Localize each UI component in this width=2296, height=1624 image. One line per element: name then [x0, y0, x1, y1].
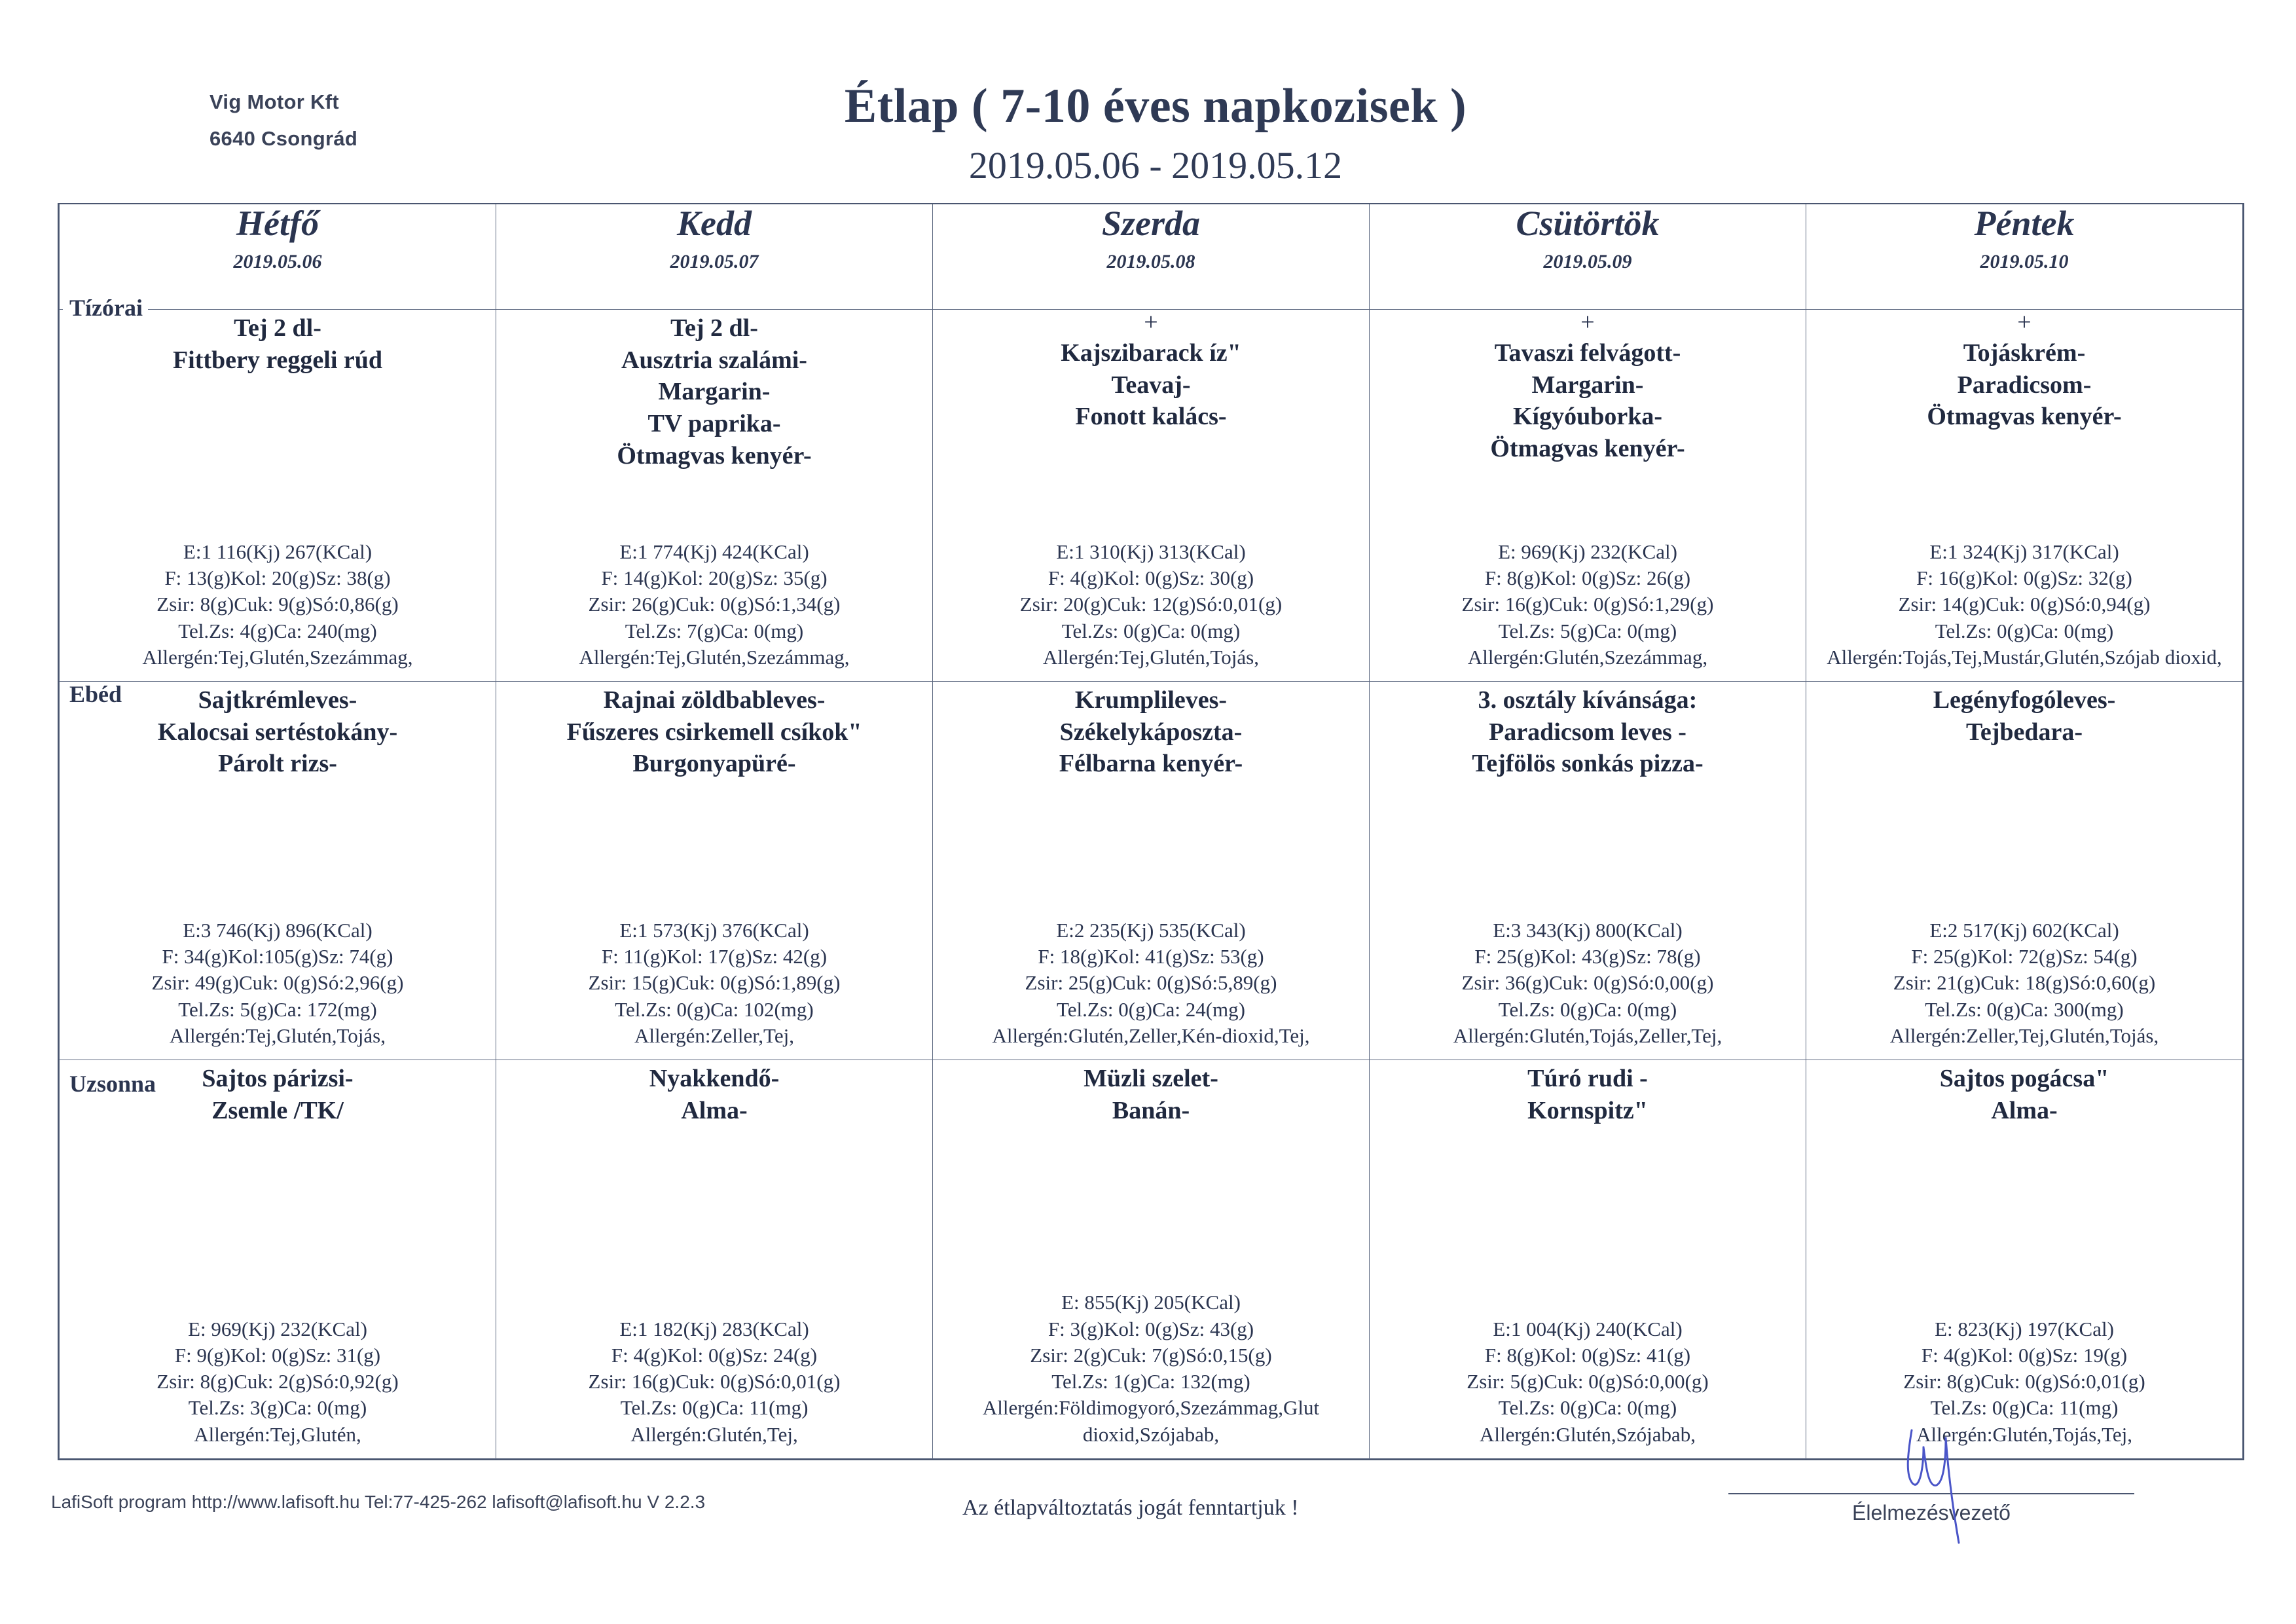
nutrition-line3: Zsir: 8(g)Cuk: 2(g)Só:0,92(g)	[156, 1370, 399, 1393]
dish-list: Tej 2 dl- Fittbery reggeli rúd	[172, 314, 383, 374]
nutrition-energy: E: 823(Kj) 197(KCal)	[1935, 1317, 2114, 1340]
nutrition-block	[1376, 539, 1799, 671]
nutrition-energy: E:3 343(Kj) 800(KCal)	[1493, 918, 1683, 942]
dish-list: Müzli szelet- Banán-	[1084, 1065, 1218, 1124]
menu-table	[59, 204, 2243, 1459]
table-body	[60, 310, 2243, 1459]
nutrition-block	[939, 917, 1362, 1049]
nutrition-energy: E:3 746(Kj) 896(KCal)	[183, 918, 373, 942]
day-header-friday	[1806, 204, 2243, 310]
plus-marker: +	[1144, 308, 1158, 336]
cell-ebed-thursday	[1370, 682, 1806, 1060]
nutrition-line2: F: 18(g)Kol: 41(g)Sz: 53(g)	[1038, 945, 1264, 969]
nutrition-line4: Tel.Zs: 0(g)Ca: 0(mg)	[1061, 619, 1241, 642]
day-date: 2019.05.08	[1106, 251, 1195, 273]
nutrition-energy: E:1 004(Kj) 240(KCal)	[1493, 1317, 1683, 1340]
nutrition-block	[1813, 1316, 2236, 1448]
nutrition-block	[503, 1316, 926, 1448]
nutrition-block	[1376, 1316, 1799, 1448]
cell-uzsonna-tuesday	[496, 1060, 933, 1459]
allergen-list: Allergén:Földimogyoró,Szezámmag,Glut dioxid,Szójabab,	[982, 1396, 1320, 1446]
cell-ebed-friday	[1806, 682, 2243, 1060]
nutrition-block	[66, 917, 489, 1049]
cell-tizorai-friday	[1806, 310, 2243, 682]
section-label-uzsonna: Uzsonna	[63, 1072, 161, 1096]
nutrition-block	[1813, 917, 2236, 1049]
signature-caption: Élelmezésvezető	[1852, 1501, 2011, 1524]
allergen-list: Allergén:Tojás,Tej,Mustár,Glutén,Szójab dioxid,	[1827, 645, 2222, 669]
nutrition-energy: E:1 310(Kj) 313(KCal)	[1056, 540, 1246, 563]
nutrition-energy: E:1 774(Kj) 424(KCal)	[619, 540, 809, 563]
cell-tizorai-thursday	[1370, 310, 1806, 682]
cell-uzsonna-thursday	[1370, 1060, 1806, 1459]
plus-marker: +	[2017, 308, 2032, 336]
dish-list: Sajtkrémleves- Kalocsai sertéstokány- Párolt rizs-	[157, 686, 398, 778]
nutrition-line3: Zsir: 36(g)Cuk: 0(g)Só:0,00(g)	[1461, 971, 1714, 995]
nutrition-line2: F: 34(g)Kol:105(g)Sz: 74(g)	[162, 945, 393, 969]
nutrition-line3: Zsir: 16(g)Cuk: 0(g)Só:1,29(g)	[1461, 593, 1714, 616]
ebed-tick	[58, 682, 59, 705]
page-header	[0, 0, 2296, 196]
nutrition-line2: F: 3(g)Kol: 0(g)Sz: 43(g)	[1048, 1317, 1254, 1340]
plus-marker: +	[1580, 308, 1595, 336]
cell-tizorai-tuesday	[496, 310, 933, 682]
day-header-wednesday	[933, 204, 1370, 310]
dish-list: Tej 2 dl- Ausztria szalámi- Margarin- TV paprika- Ötmagvas kenyér-	[617, 314, 812, 470]
nutrition-line4: Tel.Zs: 5(g)Ca: 0(mg)	[1498, 619, 1677, 642]
uzsonna-tick	[58, 1072, 59, 1094]
day-header-monday	[60, 204, 496, 310]
day-name: Csütörtök	[1516, 204, 1660, 243]
day-name: Péntek	[1974, 204, 2075, 243]
nutrition-line4: Tel.Zs: 4(g)Ca: 240(mg)	[178, 619, 377, 642]
allergen-list: Allergén:Tej,Glutén,Tojás,	[170, 1024, 386, 1048]
allergen-list: Allergén:Tej,Glutén,	[194, 1422, 361, 1446]
nutrition-block	[939, 539, 1362, 671]
dish-list: Kajszibarack íz" Teavaj- Fonott kalács-	[1061, 339, 1241, 431]
nutrition-line2: F: 8(g)Kol: 0(g)Sz: 26(g)	[1484, 566, 1691, 589]
nutrition-block	[66, 539, 489, 671]
cell-ebed-monday	[60, 682, 496, 1060]
cell-tizorai-wednesday	[933, 310, 1370, 682]
nutrition-line4: Tel.Zs: 0(g)Ca: 11(mg)	[1930, 1396, 2119, 1420]
company-address: 6640 Csongrád	[210, 127, 358, 151]
allergen-list: Allergén:Glutén,Zeller,Kén-dioxid,Tej,	[992, 1024, 1310, 1048]
cell-ebed-wednesday	[933, 682, 1370, 1060]
menu-table-wrapper	[58, 203, 2244, 1460]
nutrition-line3: Zsir: 25(g)Cuk: 0(g)Só:5,89(g)	[1025, 971, 1277, 995]
dish-list: Tojáskrém- Paradicsom- Ötmagvas kenyér-	[1927, 339, 2122, 431]
nutrition-line2: F: 4(g)Kol: 0(g)Sz: 30(g)	[1048, 566, 1254, 589]
nutrition-line4: Tel.Zs: 0(g)Ca: 300(mg)	[1925, 997, 2124, 1021]
day-date: 2019.05.09	[1543, 251, 1632, 273]
nutrition-line3: Zsir: 8(g)Cuk: 9(g)Só:0,86(g)	[156, 593, 399, 616]
nutrition-line2: F: 11(g)Kol: 17(g)Sz: 42(g)	[601, 945, 828, 969]
nutrition-line4: Tel.Zs: 0(g)Ca: 0(mg)	[1935, 619, 2114, 642]
dish-list: Krumplileves- Székelykáposzta- Félbarna kenyér-	[1059, 686, 1243, 778]
nutrition-line3: Zsir: 8(g)Cuk: 0(g)Só:0,01(g)	[1903, 1370, 2145, 1393]
title-block	[720, 79, 1591, 187]
cell-uzsonna-wednesday	[933, 1060, 1370, 1459]
cell-uzsonna-friday	[1806, 1060, 2243, 1459]
nutrition-line3: Zsir: 16(g)Cuk: 0(g)Só:0,01(g)	[588, 1370, 841, 1393]
cell-uzsonna-monday	[60, 1060, 496, 1459]
nutrition-line3: Zsir: 14(g)Cuk: 0(g)Só:0,94(g)	[1898, 593, 2151, 616]
row-tizorai	[60, 310, 2243, 682]
day-header-tuesday	[496, 204, 933, 310]
nutrition-line4: Tel.Zs: 1(g)Ca: 132(mg)	[1051, 1370, 1250, 1393]
nutrition-energy: E: 855(Kj) 205(KCal)	[1061, 1291, 1241, 1314]
nutrition-energy: E:1 182(Kj) 283(KCal)	[619, 1317, 809, 1340]
allergen-list: Allergén:Glutén,Szójabab,	[1479, 1422, 1696, 1446]
day-date: 2019.05.07	[670, 251, 759, 273]
signature-line	[1728, 1493, 2134, 1494]
nutrition-energy: E:1 116(Kj) 267(KCal)	[183, 540, 373, 563]
nutrition-energy: E:2 517(Kj) 602(KCal)	[1929, 918, 2119, 942]
nutrition-line2: F: 8(g)Kol: 0(g)Sz: 41(g)	[1484, 1343, 1691, 1367]
dish-list: Rajnai zöldbableves- Fűszeres csirkemell csíkok" Burgonyapüré-	[566, 686, 862, 778]
nutrition-block	[503, 917, 926, 1049]
dish-list: Túró rudi - Kornspitz"	[1527, 1065, 1648, 1124]
day-header-thursday	[1370, 204, 1806, 310]
page-footer	[0, 1467, 2296, 1624]
allergen-list: Allergén:Tej,Glutén,Szezámmag,	[579, 645, 850, 669]
nutrition-block	[66, 1316, 489, 1448]
nutrition-line2: F: 4(g)Kol: 0(g)Sz: 24(g)	[611, 1343, 818, 1367]
allergen-list: Allergén:Glutén,Szezámmag,	[1467, 645, 1708, 669]
nutrition-line4: Tel.Zs: 3(g)Ca: 0(mg)	[188, 1396, 367, 1420]
dish-list: 3. osztály kívánsága: Paradicsom leves - Tejfölös sonkás pizza-	[1472, 686, 1704, 778]
allergen-list: Allergén:Glutén,Tej,	[630, 1422, 798, 1446]
nutrition-line3: Zsir: 20(g)Cuk: 12(g)Só:0,01(g)	[1019, 593, 1283, 616]
row-uzsonna	[60, 1060, 2243, 1459]
tizorai-tick	[58, 296, 59, 318]
nutrition-energy: E: 969(Kj) 232(KCal)	[1498, 540, 1677, 563]
allergen-list: Allergén:Zeller,Tej,Glutén,Tojás,	[1889, 1024, 2159, 1048]
nutrition-line3: Zsir: 5(g)Cuk: 0(g)Só:0,00(g)	[1467, 1370, 1709, 1393]
nutrition-block	[503, 539, 926, 671]
nutrition-line4: Tel.Zs: 0(g)Ca: 24(mg)	[1057, 997, 1245, 1021]
nutrition-line3: Zsir: 2(g)Cuk: 7(g)Só:0,15(g)	[1030, 1343, 1272, 1367]
day-name: Szerda	[1101, 204, 1201, 243]
nutrition-block	[1376, 917, 1799, 1049]
day-header-row	[60, 204, 2243, 310]
allergen-list: Allergén:Tej,Glutén,Tojás,	[1043, 645, 1259, 669]
nutrition-line3: Zsir: 26(g)Cuk: 0(g)Só:1,34(g)	[588, 593, 841, 616]
nutrition-energy: E:2 235(Kj) 535(KCal)	[1056, 918, 1246, 942]
software-credit: LafiSoft program http://www.lafisoft.hu Tel:77-425-262 lafisoft@lafisoft.hu V 2.2.3	[51, 1492, 706, 1512]
nutrition-line4: Tel.Zs: 0(g)Ca: 0(mg)	[1498, 1396, 1677, 1420]
day-date: 2019.05.10	[1980, 251, 2069, 273]
nutrition-line3: Zsir: 15(g)Cuk: 0(g)Só:1,89(g)	[588, 971, 841, 995]
dish-list: Legényfogóleves- Tejbedara-	[1933, 686, 2116, 746]
day-name: Hétfő	[236, 204, 319, 243]
dish-list: Tavaszi felvágott- Margarin- Kígyóuborka- Ötmagvas kenyér-	[1490, 339, 1685, 462]
allergen-list: Allergén:Glutén,Tojás,Zeller,Tej,	[1453, 1024, 1722, 1048]
dish-list: Sajtos párizsi- Zsemle /TK/	[202, 1065, 354, 1124]
nutrition-line4: Tel.Zs: 0(g)Ca: 0(mg)	[1498, 997, 1677, 1021]
nutrition-energy: E:1 324(Kj) 317(KCal)	[1929, 540, 2119, 563]
dish-list: Sajtos pogácsa" Alma-	[1939, 1065, 2109, 1124]
page-title: Étlap ( 7-10 éves napkozisek )	[844, 79, 1467, 133]
day-date: 2019.05.06	[233, 251, 322, 273]
company-name: Vig Motor Kft	[210, 90, 339, 113]
day-name: Kedd	[677, 204, 752, 243]
nutrition-line2: F: 13(g)Kol: 20(g)Sz: 38(g)	[164, 566, 391, 589]
nutrition-line4: Tel.Zs: 5(g)Ca: 172(mg)	[178, 997, 377, 1021]
disclaimer-text: Az étlapváltoztatás jogát fenntartjuk !	[962, 1496, 1299, 1520]
nutrition-line2: F: 16(g)Kol: 0(g)Sz: 32(g)	[1916, 566, 2132, 589]
cell-tizorai-monday	[60, 310, 496, 682]
nutrition-line4: Tel.Zs: 0(g)Ca: 11(mg)	[620, 1396, 809, 1420]
nutrition-line2: F: 4(g)Kol: 0(g)Sz: 19(g)	[1921, 1343, 2128, 1367]
table-header	[60, 204, 2243, 310]
nutrition-line3: Zsir: 21(g)Cuk: 18(g)Só:0,60(g)	[1893, 971, 2156, 995]
nutrition-line2: F: 25(g)Kol: 43(g)Sz: 78(g)	[1474, 945, 1701, 969]
nutrition-line2: F: 14(g)Kol: 20(g)Sz: 35(g)	[601, 566, 828, 589]
dish-list: Nyakkendő- Alma-	[649, 1065, 780, 1124]
nutrition-line2: F: 25(g)Kol: 72(g)Sz: 54(g)	[1911, 945, 2138, 969]
nutrition-energy: E: 969(Kj) 232(KCal)	[188, 1317, 367, 1340]
nutrition-block	[1813, 539, 2236, 671]
nutrition-line3: Zsir: 49(g)Cuk: 0(g)Só:2,96(g)	[151, 971, 404, 995]
nutrition-block	[939, 1289, 1362, 1448]
allergen-list: Allergén:Glutén,Tojás,Tej,	[1916, 1422, 2132, 1446]
section-label-ebed: Ebéd	[63, 682, 127, 706]
company-block	[210, 84, 357, 158]
date-range: 2019.05.06 - 2019.05.12	[968, 144, 1343, 187]
nutrition-energy: E:1 573(Kj) 376(KCal)	[619, 918, 809, 942]
nutrition-line4: Tel.Zs: 0(g)Ca: 102(mg)	[615, 997, 814, 1021]
allergen-list: Allergén:Zeller,Tej,	[634, 1024, 794, 1048]
cell-ebed-tuesday	[496, 682, 933, 1060]
nutrition-line4: Tel.Zs: 7(g)Ca: 0(mg)	[625, 619, 804, 642]
section-label-tizorai: Tízórai	[63, 296, 148, 320]
nutrition-line2: F: 9(g)Kol: 0(g)Sz: 31(g)	[174, 1343, 381, 1367]
allergen-list: Allergén:Tej,Glutén,Szezámmag,	[142, 645, 413, 669]
row-ebed	[60, 682, 2243, 1060]
